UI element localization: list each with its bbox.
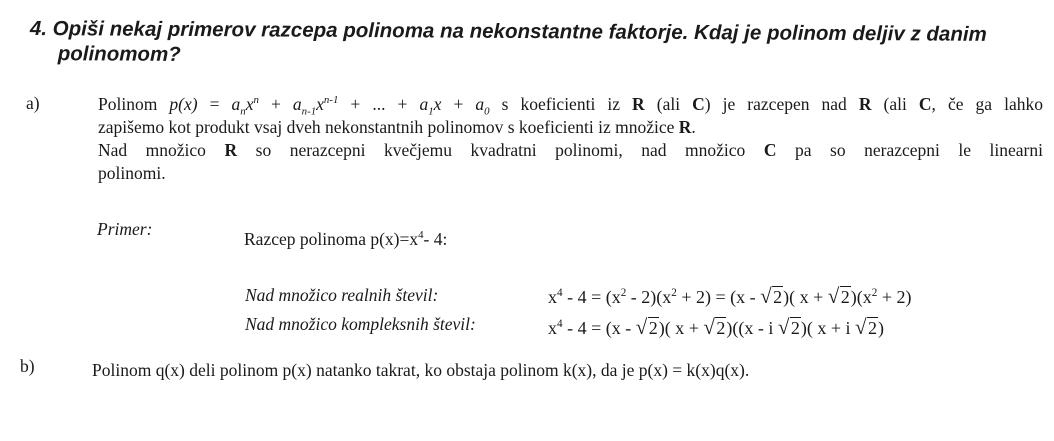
question-heading-line2: polinomom? xyxy=(57,42,181,66)
part-a-line3: Nad množico R so nerazcepni kvečjemu kvadratni polinomi, nad množico C pa so nerazcepni le linearni xyxy=(98,140,1043,160)
question-heading-line1: 4. Opiši nekaj primerov razcepa polinoma na nekonstantne faktorje. Kdaj je polinom deljiv z danim xyxy=(29,16,987,46)
question-heading xyxy=(30,16,987,72)
part-a-line1: Polinom $p(x) = a_nx^n + a_{n-1}x^{n-1}$ + ... + $a_1x + a_0$ s koeficienti iz R (ali C) je razcepen nad R (ali C, če ga lahko xyxy=(98,94,1044,118)
sqrt-symbol: √ 2 xyxy=(855,318,878,339)
sqrt-symbol: √ 2 xyxy=(703,318,726,339)
part-a-line4: polinomi. xyxy=(98,163,166,183)
sqrt-symbol: √ 2 xyxy=(828,287,851,308)
sqrt-symbol: √ 2 xyxy=(760,287,783,308)
part-a-line2: zapišemo kot produkt vsaj dveh nekonstantnih polinomov s koeficienti iz množice R. xyxy=(98,117,696,137)
part-a-label: a) xyxy=(26,93,40,113)
complex-numbers-label: Nad množico kompleksnih števil: xyxy=(245,314,476,334)
sqrt-symbol: √ 2 xyxy=(636,318,659,339)
real-factorization: $x^4 - 4 = (x^2 - 2)(x^2 + 2) = (x$ - √ 2)( x + √ $2)(x^2 + 2)$ xyxy=(548,287,912,308)
sqrt-symbol: √ 2 xyxy=(778,318,801,339)
part-a-paragraph xyxy=(98,93,1043,185)
example-statement: Razcep polinoma $p(x)=x^4-$ 4: xyxy=(244,229,448,249)
part-b-text: Polinom q(x) deli polinom p(x) natanko takrat, ko obstaja polinom k(x), da je p(x) = k(x)q(x). xyxy=(92,360,750,380)
part-b-label: b) xyxy=(20,356,35,376)
example-label: Primer: xyxy=(97,219,153,239)
real-numbers-label: Nad množico realnih števil: xyxy=(245,285,439,305)
complex-factorization: $x^4 - 4 = (x$ - √ 2)( x + √ 2)((x - i √ 2)( x + i √ 2) xyxy=(548,318,884,339)
